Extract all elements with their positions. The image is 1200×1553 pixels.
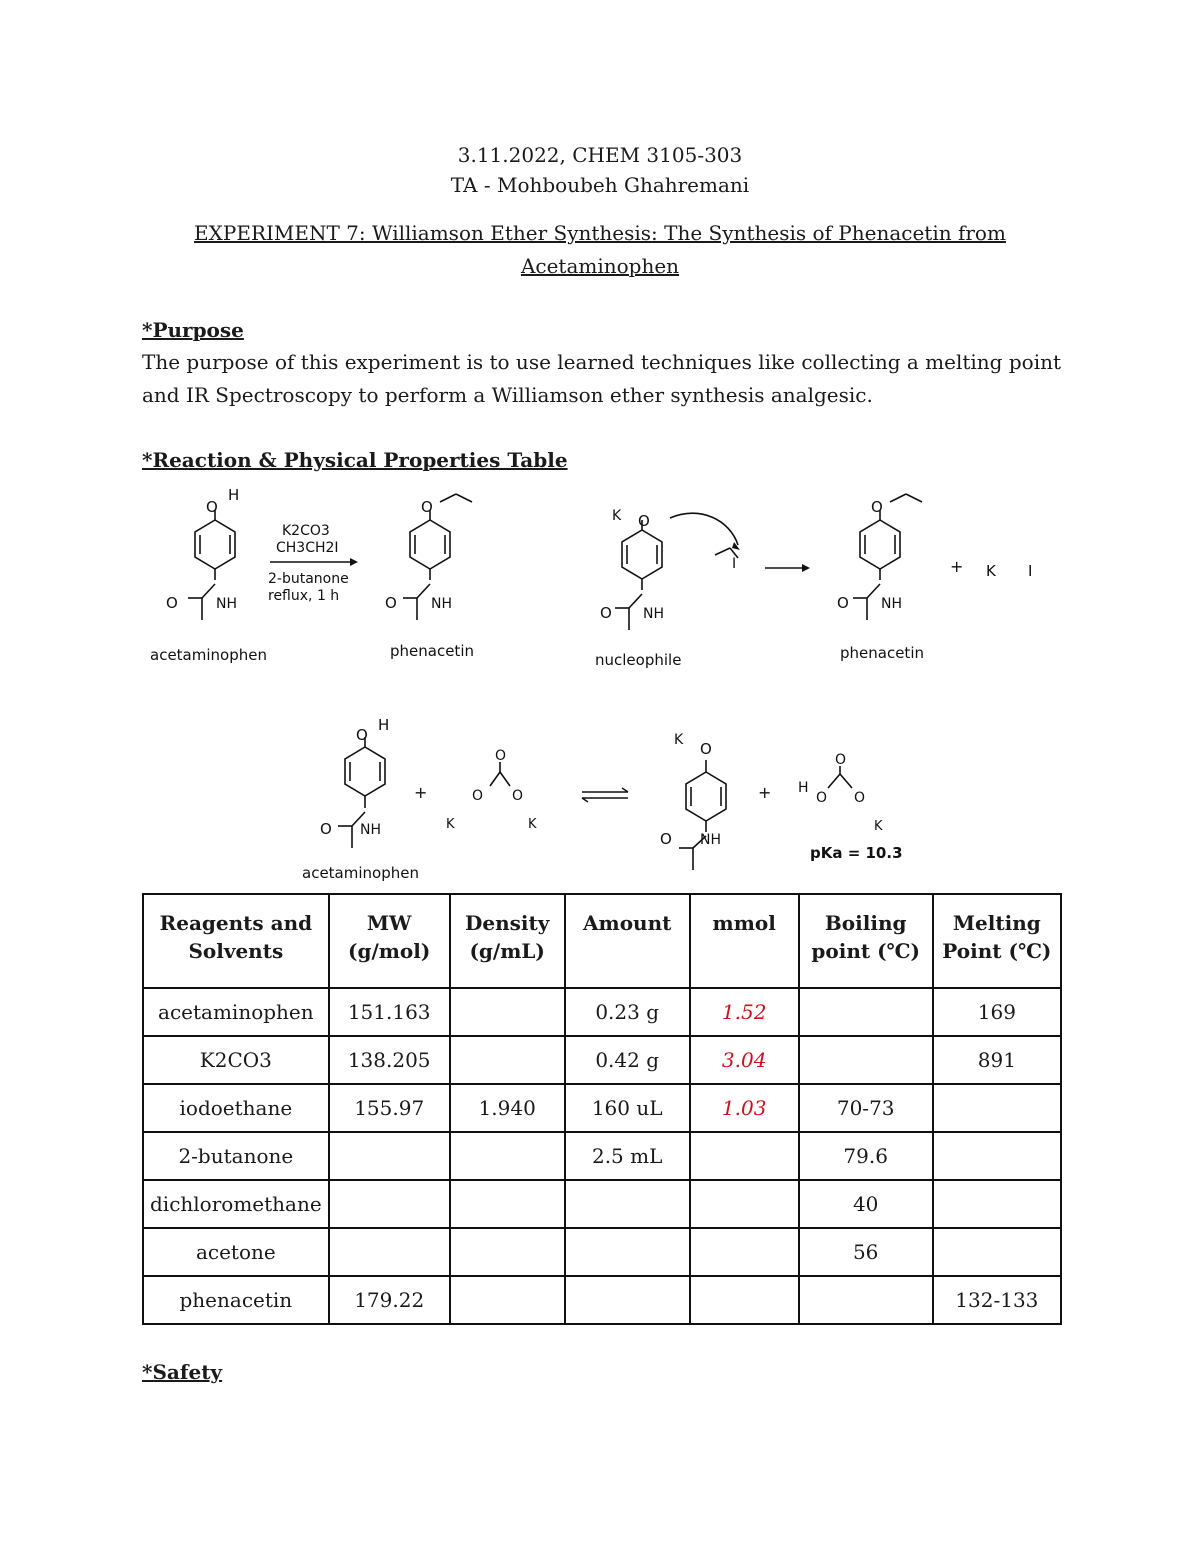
cell-density <box>450 988 565 1036</box>
nucleophile-o-label: O <box>638 512 650 530</box>
phenacetin-product-nh-label: NH <box>881 596 902 612</box>
cell-density <box>450 1132 565 1180</box>
cell-mw <box>329 1180 450 1228</box>
plus-sign-2: + <box>414 783 428 802</box>
phenacetin-label: phenacetin <box>390 642 474 660</box>
table-row <box>143 1132 1061 1180</box>
carbonate-left-o: O <box>472 788 484 804</box>
cell-name: dichloromethane <box>143 1180 329 1228</box>
cell-mw <box>329 1228 450 1276</box>
cell-name: 2-butanone <box>143 1132 329 1180</box>
cell-mp: 132-133 <box>933 1276 1061 1324</box>
cell-bp: 70-73 <box>799 1084 933 1132</box>
pka-label: pKa = 10.3 <box>810 844 903 862</box>
cell-name: acetone <box>143 1228 329 1276</box>
reaction-scheme-bottom <box>290 712 930 882</box>
cell-mp: 891 <box>933 1036 1061 1084</box>
table-row <box>143 988 1061 1036</box>
cell-amount <box>565 1276 690 1324</box>
reaction-heading: *Reaction & Physical Properties Table <box>142 448 568 472</box>
carbonate-structure <box>490 762 510 786</box>
eq-acetaminophen-h-label: H <box>378 716 390 734</box>
plus-sign-3: + <box>758 783 772 802</box>
cell-bp <box>799 988 933 1036</box>
eq-acetaminophen-carbonyl-o: O <box>320 820 332 838</box>
reagent-iodoethane: CH3CH2I <box>276 540 339 556</box>
acetaminophen-label: acetaminophen <box>150 646 267 664</box>
header-amount: Amount <box>565 894 690 988</box>
phenoxide-carbonyl-o: O <box>660 830 672 848</box>
cell-name: K2CO3 <box>143 1036 329 1084</box>
purpose-heading: *Purpose <box>142 318 244 342</box>
cell-mp: 169 <box>933 988 1061 1036</box>
cell-mmol <box>690 1132 799 1180</box>
phenoxide-k-label: K <box>674 732 684 748</box>
cell-mmol <box>690 1180 799 1228</box>
cell-density <box>450 1180 565 1228</box>
experiment-title-line1: EXPERIMENT 7: Williamson Ether Synthesis: The Synthesis of Phenacetin from <box>194 221 1006 245</box>
cell-mmol: 1.03 <box>690 1084 799 1132</box>
cell-bp <box>799 1276 933 1324</box>
cell-density <box>450 1276 565 1324</box>
cell-bp: 40 <box>799 1180 933 1228</box>
curved-arrow-head <box>732 542 740 550</box>
plus-sign-1: + <box>950 557 964 576</box>
carbonate-k-left: K <box>446 817 455 832</box>
phenacetin-nh-label: NH <box>431 596 452 612</box>
eq-acetaminophen-label: acetaminophen <box>302 864 419 882</box>
cell-density: 1.940 <box>450 1084 565 1132</box>
cell-mw: 179.22 <box>329 1276 450 1324</box>
potassium-label: K <box>986 562 996 580</box>
bicarbonate-top-o: O <box>835 752 847 768</box>
header-boiling-point: Boiling point (℃) <box>799 894 933 988</box>
acetaminophen-nh-label: NH <box>216 596 237 612</box>
nucleophile-nh-label: NH <box>643 606 664 622</box>
cell-mp <box>933 1228 1061 1276</box>
table-row <box>143 1084 1061 1132</box>
cell-mp <box>933 1084 1061 1132</box>
acetaminophen-h-label: H <box>228 486 240 504</box>
cell-name: iodoethane <box>143 1084 329 1132</box>
phenacetin-carbonyl-o: O <box>385 594 397 612</box>
cell-amount: 2.5 mL <box>565 1132 690 1180</box>
equilibrium-arrows <box>582 788 628 802</box>
reaction-arrow-2-head <box>802 564 810 572</box>
cell-bp <box>799 1036 933 1084</box>
phenacetin-product-label: phenacetin <box>840 644 924 662</box>
cell-mw: 138.205 <box>329 1036 450 1084</box>
conditions-label: reflux, 1 h <box>268 588 340 604</box>
bicarbonate-left-o: O <box>816 790 828 806</box>
cell-mw <box>329 1132 450 1180</box>
cell-mmol: 1.52 <box>690 988 799 1036</box>
table-row <box>143 1180 1061 1228</box>
header-mw: MW (g/mol) <box>329 894 450 988</box>
acetaminophen-carbonyl-o: O <box>166 594 178 612</box>
eq-acetaminophen-nh-label: NH <box>360 822 381 838</box>
carbonate-right-o: O <box>512 788 524 804</box>
cell-amount <box>565 1180 690 1228</box>
table-body <box>143 988 1061 1324</box>
phenoxide-structure <box>679 760 726 870</box>
cell-name: acetaminophen <box>143 988 329 1036</box>
experiment-title-line2: Acetaminophen <box>520 254 680 278</box>
nucleophile-k-label: K <box>612 508 622 524</box>
cell-mp <box>933 1132 1061 1180</box>
bicarbonate-right-o: O <box>854 790 866 806</box>
table-row <box>143 1276 1061 1324</box>
phenacetin-o-label: O <box>421 498 433 516</box>
carbonate-k-right: K <box>528 817 537 832</box>
header-density: Density (g/mL) <box>450 894 565 988</box>
nucleophile-structure <box>615 513 738 630</box>
safety-heading: *Safety <box>142 1360 223 1384</box>
header-melting-point: Melting Point (℃) <box>933 894 1061 988</box>
purpose-text: The purpose of this experiment is to use learned techniques like collecting a melting point and IR Spectroscopy to perform a Williamson ether synthesis analgesic. <box>142 350 1062 407</box>
cell-bp: 56 <box>799 1228 933 1276</box>
table-row <box>143 1036 1061 1084</box>
bicarbonate-h: H <box>798 780 809 796</box>
cell-mp <box>933 1180 1061 1228</box>
nucleophile-carbonyl-o: O <box>600 604 612 622</box>
cell-amount <box>565 1228 690 1276</box>
cell-density <box>450 1036 565 1084</box>
cell-name: phenacetin <box>143 1276 329 1324</box>
cell-mw: 155.97 <box>329 1084 450 1132</box>
cell-bp: 79.6 <box>799 1132 933 1180</box>
reaction-scheme-top <box>140 480 1080 680</box>
cell-density <box>450 1228 565 1276</box>
phenacetin-product-carbonyl-o: O <box>837 594 849 612</box>
eq-acetaminophen-o-label: O <box>356 726 368 744</box>
header-reagents: Reagents and Solvents <box>143 894 329 988</box>
cell-mmol: 3.04 <box>690 1036 799 1084</box>
nucleophile-label: nucleophile <box>595 651 682 669</box>
iodide-label: I <box>1028 562 1033 580</box>
solvent-label: 2-butanone <box>268 571 349 587</box>
cell-amount: 160 uL <box>565 1084 690 1132</box>
cell-amount: 0.42 g <box>565 1036 690 1084</box>
header-mmol: mmol <box>690 894 799 988</box>
phenoxide-o-label: O <box>700 740 712 758</box>
cell-amount: 0.23 g <box>565 988 690 1036</box>
cell-mw: 151.163 <box>329 988 450 1036</box>
table-row <box>143 1228 1061 1276</box>
phenoxide-nh-label: NH <box>700 832 721 848</box>
reagent-k2co3: K2CO3 <box>282 523 330 539</box>
table-header-row <box>143 894 1061 988</box>
cell-mmol <box>690 1276 799 1324</box>
iodide-leaving-label: I <box>732 556 737 572</box>
carbonate-top-o: O <box>495 748 507 764</box>
cell-mmol <box>690 1228 799 1276</box>
phenacetin-product-o-label: O <box>871 498 883 516</box>
bicarbonate-k: K <box>874 819 883 834</box>
ta-line: TA - Mohboubeh Ghahremani <box>450 173 750 197</box>
acetaminophen-o-label: O <box>206 498 218 516</box>
reaction-arrow-1-head <box>350 558 358 566</box>
bicarbonate-structure <box>828 766 852 788</box>
date-course-line: 3.11.2022, CHEM 3105-303 <box>457 143 743 167</box>
physical-properties-table <box>142 893 1062 1325</box>
